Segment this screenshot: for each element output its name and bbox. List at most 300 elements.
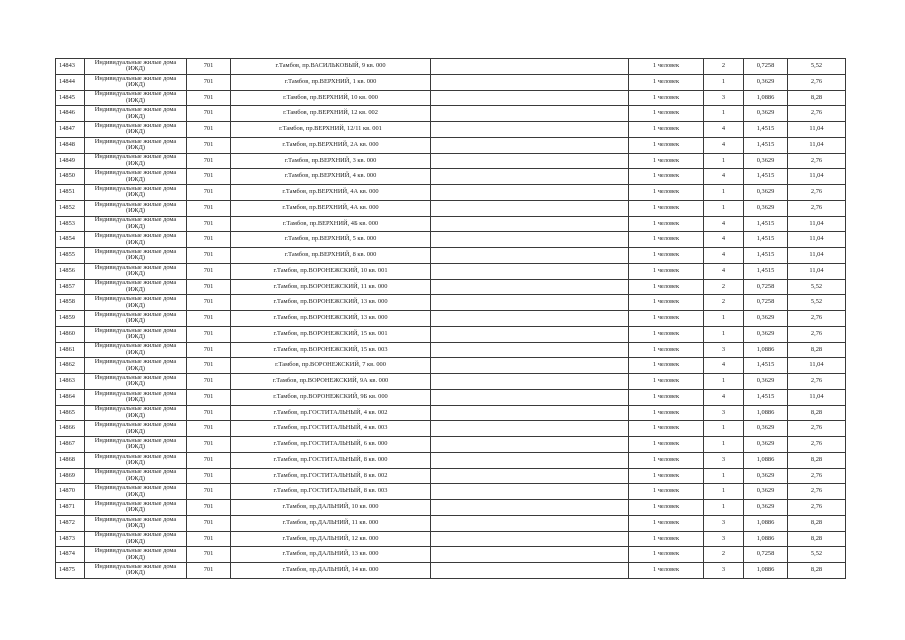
table-row [56,216,846,232]
residents-cell: 1 человек [629,531,704,547]
blank-cell [431,531,629,547]
residents-cell: 1 человек [629,405,704,421]
amount-cell: 2,76 [788,484,846,500]
blank-cell [431,279,629,295]
count-cell: 4 [704,169,744,185]
address-cell: г.Тамбов, пр.ВАСИЛЬКОВЫЙ, 9 кв. 000 [231,59,431,75]
coefficient-cell: 0,3629 [744,153,788,169]
amount-cell: 8,28 [788,531,846,547]
record-id-cell: 14873 [56,531,85,547]
coefficient-cell: 1,0886 [744,515,788,531]
code-cell: 701 [187,484,231,500]
residents-cell: 1 человек [629,59,704,75]
record-id-cell: 14874 [56,547,85,563]
count-cell: 2 [704,547,744,563]
record-id-cell: 14875 [56,563,85,579]
coefficient-cell: 0,3629 [744,74,788,90]
table-row [56,248,846,264]
address-cell: г.Тамбов, пр.ВОРОНЕЖСКИЙ, 9А кв. 000 [231,374,431,390]
table-row [56,169,846,185]
housing-type-cell: Индивидуальные жилые дома (ИЖД) [85,185,187,201]
blank-cell [431,263,629,279]
housing-type-cell: Индивидуальные жилые дома (ИЖД) [85,137,187,153]
residents-cell: 1 человек [629,515,704,531]
residents-cell: 1 человек [629,232,704,248]
address-cell: г.Тамбов, пр.ВОРОНЕЖСКИЙ, 13 кв. 000 [231,295,431,311]
housing-type-cell: Индивидуальные жилые дома (ИЖД) [85,421,187,437]
count-cell: 1 [704,185,744,201]
code-cell: 701 [187,232,231,248]
code-cell: 701 [187,74,231,90]
amount-cell: 8,28 [788,405,846,421]
address-cell: г.Тамбов, пр.ГОСТИТАЛЬНЫЙ, 8 кв. 000 [231,452,431,468]
record-id-cell: 14858 [56,295,85,311]
housing-type-cell: Индивидуальные жилые дома (ИЖД) [85,468,187,484]
code-cell: 701 [187,106,231,122]
code-cell: 701 [187,547,231,563]
housing-type-cell: Индивидуальные жилые дома (ИЖД) [85,279,187,295]
amount-cell: 2,76 [788,311,846,327]
amount-cell: 2,76 [788,153,846,169]
table-row [56,374,846,390]
coefficient-cell: 0,7258 [744,59,788,75]
table-row [56,90,846,106]
record-id-cell: 14861 [56,342,85,358]
table-row [56,405,846,421]
code-cell: 701 [187,342,231,358]
blank-cell [431,137,629,153]
residents-cell: 1 человек [629,137,704,153]
table-row [56,547,846,563]
table-row [56,563,846,579]
address-cell: г.Тамбов, пр.ГОСТИТАЛЬНЫЙ, 4 кв. 002 [231,405,431,421]
blank-cell [431,169,629,185]
blank-cell [431,153,629,169]
housing-type-cell: Индивидуальные жилые дома (ИЖД) [85,563,187,579]
coefficient-cell: 0,3629 [744,311,788,327]
address-cell: г.Тамбов, пр.ВЕРХНИЙ, 4А кв. 000 [231,200,431,216]
blank-cell [431,563,629,579]
amount-cell: 11,04 [788,216,846,232]
residents-cell: 1 человек [629,358,704,374]
coefficient-cell: 0,7258 [744,279,788,295]
count-cell: 3 [704,515,744,531]
amount-cell: 5,52 [788,547,846,563]
amount-cell: 2,76 [788,74,846,90]
table-row [56,59,846,75]
code-cell: 701 [187,153,231,169]
blank-cell [431,200,629,216]
residents-cell: 1 человек [629,122,704,138]
blank-cell [431,484,629,500]
count-cell: 2 [704,279,744,295]
address-cell: г.Тамбов, пр.ВЕРХНИЙ, 12/11 кв. 001 [231,122,431,138]
code-cell: 701 [187,405,231,421]
code-cell: 701 [187,59,231,75]
residents-cell: 1 человек [629,484,704,500]
count-cell: 4 [704,389,744,405]
coefficient-cell: 0,3629 [744,326,788,342]
residents-cell: 1 человек [629,263,704,279]
amount-cell: 2,76 [788,106,846,122]
table-row [56,153,846,169]
coefficient-cell: 1,4515 [744,216,788,232]
table-row [56,137,846,153]
coefficient-cell: 1,0886 [744,531,788,547]
residents-cell: 1 человек [629,468,704,484]
blank-cell [431,232,629,248]
code-cell: 701 [187,374,231,390]
housing-type-cell: Индивидуальные жилые дома (ИЖД) [85,405,187,421]
coefficient-cell: 0,3629 [744,500,788,516]
amount-cell: 2,76 [788,200,846,216]
blank-cell [431,185,629,201]
code-cell: 701 [187,468,231,484]
blank-cell [431,437,629,453]
code-cell: 701 [187,563,231,579]
address-cell: г.Тамбов, пр.ДАЛЬНИЙ, 12 кв. 000 [231,531,431,547]
housing-type-cell: Индивидуальные жилые дома (ИЖД) [85,248,187,264]
address-cell: г.Тамбов, пр.ВОРОНЕЖСКИЙ, 15 кв. 001 [231,326,431,342]
count-cell: 1 [704,153,744,169]
amount-cell: 2,76 [788,185,846,201]
residents-cell: 1 человек [629,216,704,232]
coefficient-cell: 1,4515 [744,358,788,374]
blank-cell [431,122,629,138]
residents-cell: 1 человек [629,374,704,390]
address-cell: г.Тамбов, пр.ВЕРХНИЙ, 8 кв. 000 [231,248,431,264]
blank-cell [431,216,629,232]
residents-cell: 1 человек [629,248,704,264]
housing-type-cell: Индивидуальные жилые дома (ИЖД) [85,389,187,405]
housing-type-cell: Индивидуальные жилые дома (ИЖД) [85,374,187,390]
record-id-cell: 14864 [56,389,85,405]
count-cell: 1 [704,484,744,500]
housing-type-cell: Индивидуальные жилые дома (ИЖД) [85,358,187,374]
housing-type-cell: Индивидуальные жилые дома (ИЖД) [85,200,187,216]
amount-cell: 8,28 [788,90,846,106]
amount-cell: 5,52 [788,279,846,295]
count-cell: 2 [704,59,744,75]
residents-cell: 1 человек [629,500,704,516]
residents-cell: 1 человек [629,106,704,122]
count-cell: 4 [704,248,744,264]
amount-cell: 11,04 [788,232,846,248]
record-id-cell: 14851 [56,185,85,201]
code-cell: 701 [187,185,231,201]
code-cell: 701 [187,500,231,516]
code-cell: 701 [187,358,231,374]
amount-cell: 11,04 [788,263,846,279]
table-row [56,342,846,358]
code-cell: 701 [187,200,231,216]
record-id-cell: 14863 [56,374,85,390]
blank-cell [431,500,629,516]
coefficient-cell: 1,4515 [744,389,788,405]
code-cell: 701 [187,389,231,405]
housing-type-cell: Индивидуальные жилые дома (ИЖД) [85,342,187,358]
housing-type-cell: Индивидуальные жилые дома (ИЖД) [85,122,187,138]
housing-type-cell: Индивидуальные жилые дома (ИЖД) [85,500,187,516]
code-cell: 701 [187,279,231,295]
code-cell: 701 [187,295,231,311]
coefficient-cell: 1,0886 [744,90,788,106]
code-cell: 701 [187,326,231,342]
coefficient-cell: 0,7258 [744,295,788,311]
amount-cell: 11,04 [788,389,846,405]
records-table [55,58,846,579]
table-row [56,74,846,90]
coefficient-cell: 0,3629 [744,200,788,216]
count-cell: 3 [704,90,744,106]
residents-cell: 1 человек [629,547,704,563]
address-cell: г.Тамбов, пр.ГОСТИТАЛЬНЫЙ, 8 кв. 003 [231,484,431,500]
housing-type-cell: Индивидуальные жилые дома (ИЖД) [85,216,187,232]
coefficient-cell: 0,3629 [744,437,788,453]
blank-cell [431,421,629,437]
blank-cell [431,405,629,421]
record-id-cell: 14853 [56,216,85,232]
address-cell: г.Тамбов, пр.ВЕРХНИЙ, 10 кв. 000 [231,90,431,106]
record-id-cell: 14848 [56,137,85,153]
table-row [56,437,846,453]
coefficient-cell: 1,4515 [744,137,788,153]
count-cell: 4 [704,263,744,279]
table-row [56,311,846,327]
coefficient-cell: 1,0886 [744,405,788,421]
count-cell: 4 [704,232,744,248]
coefficient-cell: 1,4515 [744,232,788,248]
residents-cell: 1 человек [629,342,704,358]
address-cell: г.Тамбов, пр.ВЕРХНИЙ, 5 кв. 000 [231,232,431,248]
blank-cell [431,342,629,358]
coefficient-cell: 1,0886 [744,563,788,579]
blank-cell [431,326,629,342]
count-cell: 4 [704,137,744,153]
address-cell: г.Тамбов, пр.ВОРОНЕЖСКИЙ, 7 кв. 000 [231,358,431,374]
blank-cell [431,515,629,531]
count-cell: 1 [704,374,744,390]
residents-cell: 1 человек [629,185,704,201]
address-cell: г.Тамбов, пр.ГОСТИТАЛЬНЫЙ, 6 кв. 000 [231,437,431,453]
residents-cell: 1 человек [629,153,704,169]
amount-cell: 2,76 [788,468,846,484]
coefficient-cell: 1,4515 [744,122,788,138]
coefficient-cell: 0,3629 [744,468,788,484]
table-row [56,515,846,531]
count-cell: 3 [704,342,744,358]
housing-type-cell: Индивидуальные жилые дома (ИЖД) [85,106,187,122]
address-cell: г.Тамбов, пр.ВЕРХНИЙ, 3 кв. 000 [231,153,431,169]
amount-cell: 8,28 [788,515,846,531]
table-row [56,232,846,248]
address-cell: г.Тамбов, пр.ВЕРХНИЙ, 4А кв. 000 [231,185,431,201]
table-body [56,59,846,579]
table-row [56,295,846,311]
blank-cell [431,59,629,75]
record-id-cell: 14852 [56,200,85,216]
amount-cell: 11,04 [788,248,846,264]
count-cell: 1 [704,468,744,484]
code-cell: 701 [187,263,231,279]
address-cell: г.Тамбов, пр.ДАЛЬНИЙ, 10 кв. 000 [231,500,431,516]
housing-type-cell: Индивидуальные жилые дома (ИЖД) [85,295,187,311]
count-cell: 4 [704,122,744,138]
count-cell: 1 [704,326,744,342]
residents-cell: 1 человек [629,563,704,579]
residents-cell: 1 человек [629,169,704,185]
coefficient-cell: 0,3629 [744,421,788,437]
housing-type-cell: Индивидуальные жилые дома (ИЖД) [85,437,187,453]
record-id-cell: 14855 [56,248,85,264]
code-cell: 701 [187,421,231,437]
address-cell: г.Тамбов, пр.ГОСТИТАЛЬНЫЙ, 8 кв. 002 [231,468,431,484]
record-id-cell: 14872 [56,515,85,531]
residents-cell: 1 человек [629,90,704,106]
code-cell: 701 [187,216,231,232]
record-id-cell: 14847 [56,122,85,138]
address-cell: г.Тамбов, пр.ВОРОНЕЖСКИЙ, 10 кв. 001 [231,263,431,279]
housing-type-cell: Индивидуальные жилые дома (ИЖД) [85,452,187,468]
count-cell: 1 [704,106,744,122]
count-cell: 1 [704,311,744,327]
record-id-cell: 14871 [56,500,85,516]
amount-cell: 11,04 [788,137,846,153]
record-id-cell: 14862 [56,358,85,374]
code-cell: 701 [187,169,231,185]
address-cell: г.Тамбов, пр.ВЕРХНИЙ, 1 кв. 000 [231,74,431,90]
coefficient-cell: 1,4515 [744,169,788,185]
address-cell: г.Тамбов, пр.ВОРОНЕЖСКИЙ, 15 кв. 003 [231,342,431,358]
record-id-cell: 14849 [56,153,85,169]
code-cell: 701 [187,452,231,468]
residents-cell: 1 человек [629,279,704,295]
amount-cell: 8,28 [788,563,846,579]
blank-cell [431,74,629,90]
blank-cell [431,90,629,106]
residents-cell: 1 человек [629,200,704,216]
coefficient-cell: 0,3629 [744,106,788,122]
count-cell: 2 [704,295,744,311]
residents-cell: 1 человек [629,389,704,405]
address-cell: г.Тамбов, пр.ВОРОНЕЖСКИЙ, 9Б кв. 000 [231,389,431,405]
table-row [56,500,846,516]
residents-cell: 1 человек [629,452,704,468]
count-cell: 1 [704,74,744,90]
housing-type-cell: Индивидуальные жилые дома (ИЖД) [85,153,187,169]
address-cell: г.Тамбов, пр.ВЕРХНИЙ, 4 кв. 000 [231,169,431,185]
amount-cell: 8,28 [788,452,846,468]
amount-cell: 5,52 [788,295,846,311]
table-row [56,358,846,374]
blank-cell [431,389,629,405]
table-row [56,200,846,216]
count-cell: 3 [704,405,744,421]
blank-cell [431,452,629,468]
housing-type-cell: Индивидуальные жилые дома (ИЖД) [85,484,187,500]
amount-cell: 11,04 [788,169,846,185]
table-row [56,326,846,342]
blank-cell [431,106,629,122]
record-id-cell: 14843 [56,59,85,75]
code-cell: 701 [187,248,231,264]
housing-type-cell: Индивидуальные жилые дома (ИЖД) [85,311,187,327]
record-id-cell: 14845 [56,90,85,106]
count-cell: 1 [704,500,744,516]
housing-type-cell: Индивидуальные жилые дома (ИЖД) [85,90,187,106]
coefficient-cell: 0,3629 [744,484,788,500]
record-id-cell: 14859 [56,311,85,327]
coefficient-cell: 0,3629 [744,374,788,390]
count-cell: 3 [704,452,744,468]
record-id-cell: 14857 [56,279,85,295]
table-row [56,122,846,138]
housing-type-cell: Индивидуальные жилые дома (ИЖД) [85,74,187,90]
record-id-cell: 14846 [56,106,85,122]
table-row [56,263,846,279]
residents-cell: 1 человек [629,295,704,311]
amount-cell: 11,04 [788,358,846,374]
blank-cell [431,295,629,311]
amount-cell: 2,76 [788,437,846,453]
count-cell: 4 [704,216,744,232]
count-cell: 1 [704,421,744,437]
housing-type-cell: Индивидуальные жилые дома (ИЖД) [85,547,187,563]
housing-type-cell: Индивидуальные жилые дома (ИЖД) [85,169,187,185]
coefficient-cell: 0,3629 [744,185,788,201]
blank-cell [431,547,629,563]
blank-cell [431,358,629,374]
amount-cell: 11,04 [788,122,846,138]
code-cell: 701 [187,531,231,547]
record-id-cell: 14868 [56,452,85,468]
count-cell: 3 [704,563,744,579]
count-cell: 1 [704,437,744,453]
record-id-cell: 14860 [56,326,85,342]
residents-cell: 1 человек [629,326,704,342]
table-row [56,279,846,295]
record-id-cell: 14870 [56,484,85,500]
table-row [56,389,846,405]
record-id-cell: 14867 [56,437,85,453]
table-row [56,484,846,500]
code-cell: 701 [187,137,231,153]
address-cell: г.Тамбов, пр.ГОСТИТАЛЬНЫЙ, 4 кв. 003 [231,421,431,437]
record-id-cell: 14844 [56,74,85,90]
housing-type-cell: Индивидуальные жилые дома (ИЖД) [85,515,187,531]
table-row [56,468,846,484]
coefficient-cell: 1,4515 [744,248,788,264]
count-cell: 1 [704,200,744,216]
amount-cell: 2,76 [788,421,846,437]
amount-cell: 2,76 [788,326,846,342]
code-cell: 701 [187,515,231,531]
table-row [56,421,846,437]
record-id-cell: 14854 [56,232,85,248]
address-cell: г.Тамбов, пр.ВОРОНЕЖСКИЙ, 11 кв. 000 [231,279,431,295]
residents-cell: 1 человек [629,74,704,90]
housing-type-cell: Индивидуальные жилые дома (ИЖД) [85,263,187,279]
record-id-cell: 14865 [56,405,85,421]
address-cell: г.Тамбов, пр.ДАЛЬНИЙ, 13 кв. 000 [231,547,431,563]
coefficient-cell: 1,0886 [744,452,788,468]
address-cell: г.Тамбов, пр.ВЕРХНИЙ, 2А кв. 000 [231,137,431,153]
table-row [56,106,846,122]
address-cell: г.Тамбов, пр.ВЕРХНИЙ, 4Б кв. 000 [231,216,431,232]
residents-cell: 1 человек [629,437,704,453]
amount-cell: 8,28 [788,342,846,358]
coefficient-cell: 0,7258 [744,547,788,563]
